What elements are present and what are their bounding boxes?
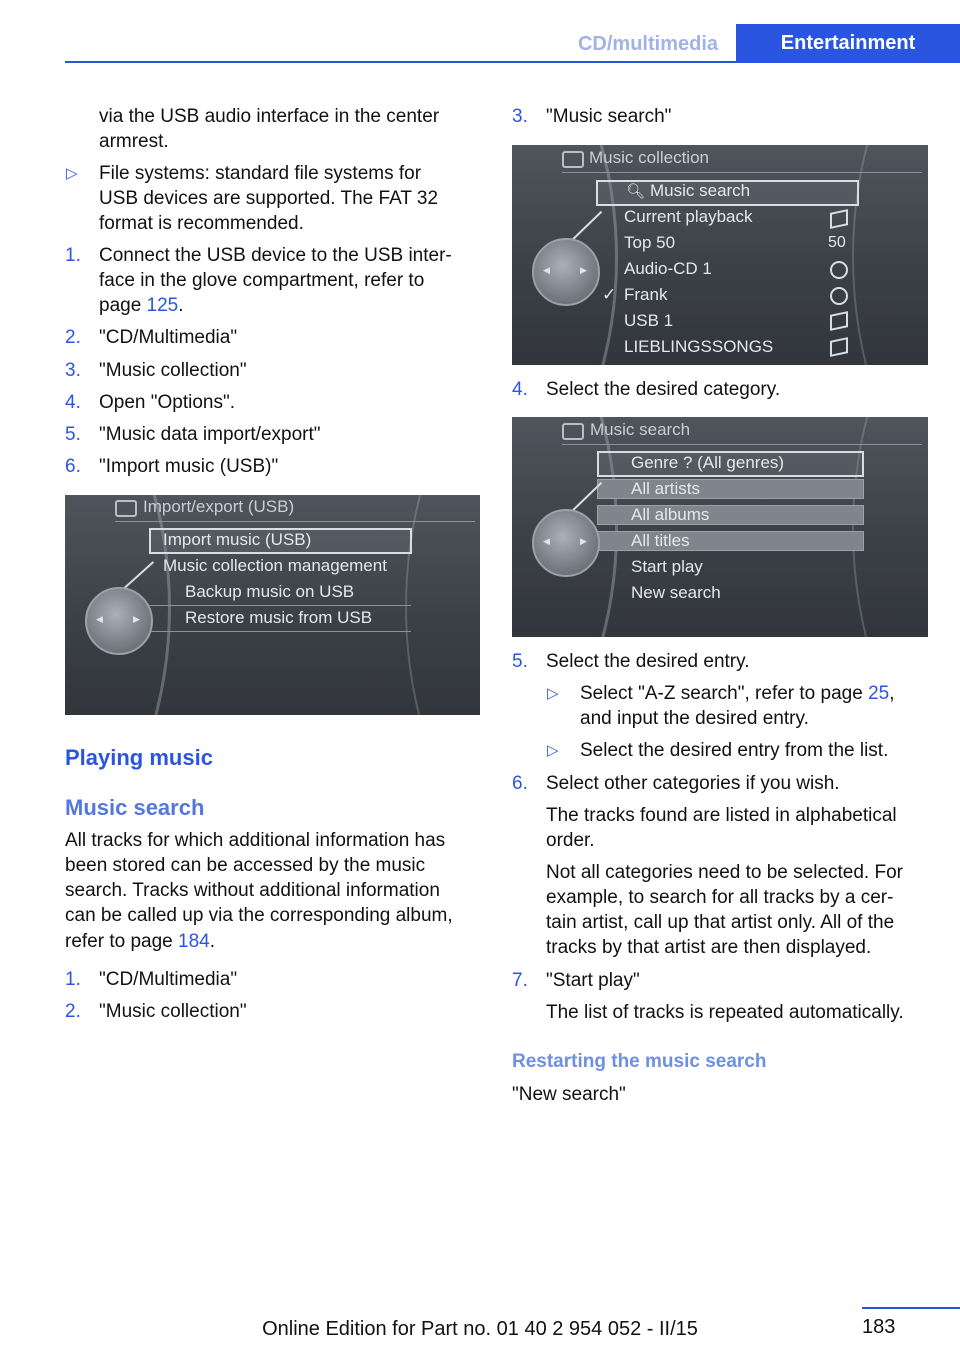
step-text: face in the glove compartment, refer to [99,270,425,291]
controller-knob-icon: ◀ ▶ [532,509,600,577]
screen-arc-decoration [852,145,928,365]
screen-title: Import/export (USB) [143,497,295,516]
para-line: tracks by that artist are then displayed. [546,937,872,958]
screen-arc-decoration [405,495,480,715]
para-line: can be called up via the corresponding album, [65,905,453,926]
cd-icon [830,261,848,279]
screenshot-music-collection [512,145,928,365]
header-section: CD/multimedia [577,33,719,55]
menu-icon [562,423,584,440]
menu-icon [562,151,584,168]
menu-icon [115,500,137,517]
menu-item-restore[interactable]: Restore music from USB [185,608,373,627]
step-text: page [99,295,147,316]
para-text: . [209,931,216,952]
step-text: "CD/Multimedia" [99,327,238,348]
search-icon: 🔍︎ [626,183,646,200]
para-line: The list of tracks is repeated automatically. [546,1002,904,1023]
menu-item-new-search[interactable]: New search [631,583,721,602]
step-text: Select the desired category. [546,379,781,400]
menu-item-import-music[interactable]: Import music (USB) [163,530,312,549]
title-underline [562,172,922,173]
para-line: The tracks found are listed in alphabetical [546,805,897,826]
page-ref-link[interactable]: 184 [178,931,210,952]
menu-item-current-playback[interactable]: Current playback [624,207,753,226]
menu-item-start-play[interactable]: Start play [631,557,703,576]
step-number: 2. [65,327,81,348]
page-ref-link[interactable]: 125 [146,295,179,316]
screen-arc-decoration [852,417,928,637]
page-ref-link[interactable]: 25 [868,683,890,704]
step-number: 4. [65,392,81,413]
page-number: 183 [862,1316,896,1338]
step-number: 6. [512,773,528,794]
para-line: tain artist, call up that artist only. All of the [546,912,895,933]
sub-bullet-line: Select the desired entry from the list. [580,740,889,761]
para-line: order. [546,830,595,851]
menu-item-top50[interactable]: Top 50 [624,233,676,252]
heading-playing-music: Playing music [65,745,213,770]
heading-restart-search: Restarting the music search [512,1051,767,1072]
sub-bullet-text: Select "A-Z search", refer to page [580,683,869,704]
menu-item-all-artists[interactable]: All artists [631,479,700,498]
bullet-fs-line-2: USB devices are supported. The FAT 32 [99,188,439,209]
step-number: 1. [65,969,81,990]
step-number: 1. [65,245,81,266]
step-text-with-ref [99,293,184,318]
screen-title: Music search [590,420,691,439]
title-underline [115,521,475,522]
screen-title: Music collection [589,148,709,167]
para-line: All tracks for which additional information has [65,830,446,851]
step-number: 2. [65,1001,81,1022]
step-text: "Music collection" [99,360,247,381]
para-text: refer to page [65,931,179,952]
separator [149,631,411,632]
step-text: Open "Options". [99,392,236,413]
intro-line-2: armrest. [99,131,169,152]
menu-item-genre[interactable]: Genre ? (All genres) [631,453,785,472]
folder-icon [830,337,848,357]
menu-item-frank[interactable]: Frank [624,285,668,304]
page-number-rule [862,1307,960,1309]
para-line: search. Tracks without additional information [65,880,440,901]
step-number: 6. [65,456,81,477]
sub-bullet-line: and input the desired entry. [580,708,809,729]
step-number: 4. [512,379,528,400]
bullet-fs-line-1: File systems: standard file systems for [99,163,422,184]
menu-item-usb1[interactable]: USB 1 [624,311,674,330]
step-text: Select the desired entry. [546,651,750,672]
header-rule [65,61,960,63]
menu-item-backup[interactable]: Backup music on USB [185,582,355,601]
bullet-triangle-icon: ▷ [547,742,559,759]
title-underline [562,444,922,445]
bullet-fs-line-3: format is recommended. [99,213,304,234]
para-line: example, to search for all tracks by a cer- [546,887,894,908]
cd-icon [830,287,848,305]
step-number: 7. [512,970,528,991]
step-number: 3. [65,360,81,381]
step-text: Connect the USB device to the USB inter- [99,245,452,266]
menu-item-all-titles[interactable]: All titles [631,531,690,550]
para-line: Not all categories need to be selected. For [546,862,903,883]
menu-item-collection-management[interactable]: Music collection management [163,556,387,575]
sub-bullet-line-with-ref [580,681,894,706]
heading-music-search: Music search [65,795,205,820]
step-text: "Music collection" [99,1001,247,1022]
screenshot-music-search [512,417,928,637]
step-text: "Start play" [546,970,640,991]
step-text: "Import music (USB)" [99,456,279,477]
step-number: 3. [512,106,528,127]
controller-knob-icon: ◀ ▶ [85,587,153,655]
step-text: "Music data import/export" [99,424,321,445]
step-number: 5. [512,651,528,672]
step-number: 5. [65,424,81,445]
step-text: Select other categories if you wish. [546,773,840,794]
step-text: . [178,295,184,316]
playlist-icon [830,209,848,229]
bullet-triangle-icon: ▷ [547,685,559,702]
checkmark-icon: ✓ [602,285,617,304]
controller-knob-icon: ◀ ▶ [532,238,600,306]
top50-value: 50 [828,234,846,251]
screenshot-import-export [65,495,480,715]
header-tab-entertainment[interactable]: Entertainment [736,24,960,62]
new-search-text: "New search" [512,1084,626,1105]
menu-item-all-albums[interactable]: All albums [631,505,710,524]
sub-bullet-text: , [889,683,895,704]
menu-item-lieblingssongs[interactable]: LIEBLINGSSONGS [624,337,774,356]
step-text: "CD/Multimedia" [99,969,238,990]
step-text: "Music search" [546,106,672,127]
footer-edition: Online Edition for Part no. 01 40 2 954 052 - II/15 [262,1318,698,1340]
menu-item-audio-cd[interactable]: Audio-CD 1 [624,259,712,278]
menu-item-music-search[interactable]: Music search [650,181,751,200]
folder-icon [830,311,848,331]
para-line-with-ref [65,929,215,954]
para-line: been stored can be accessed by the music [65,855,426,876]
bullet-triangle-icon: ▷ [66,165,78,182]
intro-line-1: via the USB audio interface in the center [99,106,440,127]
